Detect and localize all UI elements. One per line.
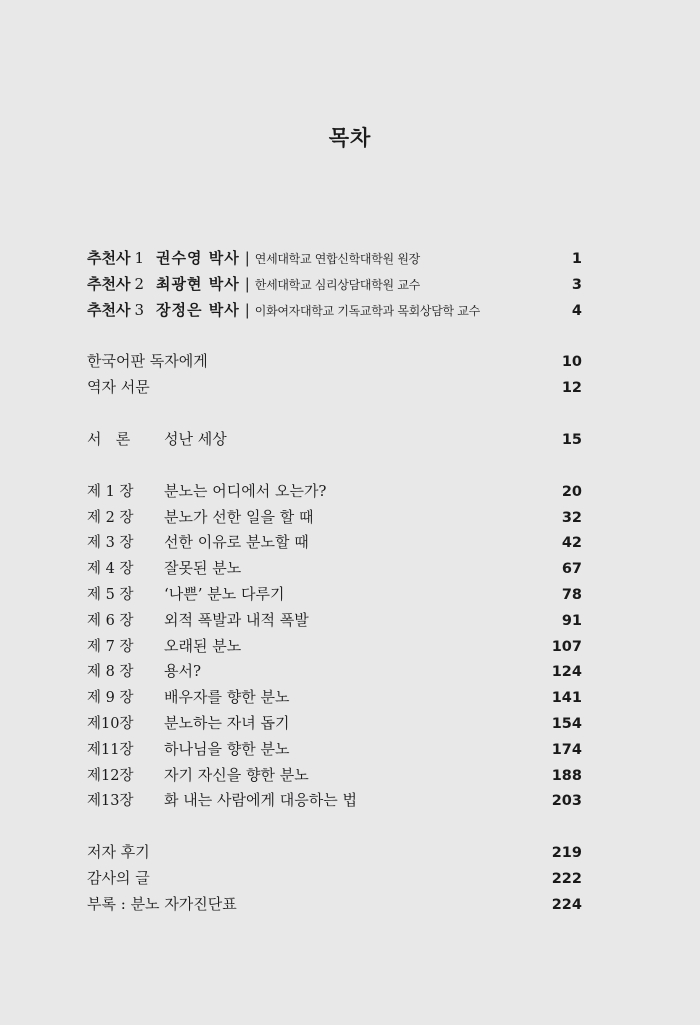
chapter-label: 제12장	[87, 767, 134, 784]
chapter-left	[87, 737, 289, 764]
page-number: 78	[561, 586, 582, 603]
page-number: 10	[561, 354, 582, 371]
page-number: 3	[571, 276, 582, 293]
recommendation-number: 3	[134, 300, 145, 319]
separator-bar: |	[244, 300, 250, 319]
recommender-affiliation: 이화여자대학교 기독교학과 목회상담학 교수	[254, 303, 480, 318]
page-number: 107	[551, 638, 582, 655]
section-gap	[87, 453, 582, 479]
toc-entry-introduction	[87, 427, 582, 453]
entry-title: 저자 후기	[87, 843, 150, 862]
chapter-list	[87, 479, 582, 814]
toc-entry-chapter	[87, 788, 582, 814]
page-number: 224	[551, 896, 582, 913]
entry-title: 화 내는 사람에게 대응하는 법	[164, 791, 357, 810]
chapter-label: 제10장	[87, 715, 134, 732]
toc-entry-chapter	[87, 479, 582, 505]
toc-entry-chapter	[87, 530, 582, 556]
entry-title: 감사의 글	[87, 868, 150, 887]
section-gap	[87, 401, 582, 427]
chapter-left	[87, 556, 241, 583]
recommender-name: 권수영 박사	[156, 249, 240, 267]
toc-entry-recommendation-3	[87, 298, 582, 324]
chapter-label: 제 3 장	[87, 535, 134, 552]
page-number: 1	[571, 251, 582, 267]
chapter-left	[87, 788, 357, 815]
recommendation-number: 2	[134, 274, 145, 293]
chapter-left	[87, 711, 289, 738]
toc-entry-chapter	[87, 685, 582, 711]
toc-entry-chapter	[87, 608, 582, 634]
chapter-left	[87, 608, 309, 635]
toc-entry-recommendation-1	[87, 246, 582, 272]
entry-title: 하나님을 향한 분노	[164, 739, 290, 758]
chapter-left	[87, 582, 285, 609]
toc-entry-chapter	[87, 659, 582, 685]
chapter-left	[87, 530, 309, 557]
separator-bar: |	[244, 249, 250, 267]
page-number: 42	[561, 535, 582, 552]
entry-title: 선한 이유로 분노할 때	[164, 533, 309, 552]
page-number: 154	[551, 715, 582, 732]
page-number: 174	[551, 741, 582, 758]
toc-entry-chapter	[87, 737, 582, 763]
chapter-label: 제 7 장	[87, 638, 134, 655]
recommender-affiliation: 한세대학교 심리상담대학원 교수	[254, 277, 420, 292]
section-gap	[87, 323, 582, 349]
entry-title: 한국어판 독자에게	[87, 352, 208, 371]
chapter-left	[87, 634, 241, 661]
chapter-label: 제 2 장	[87, 509, 134, 526]
chapter-left	[87, 763, 309, 790]
recommendation-label: 추천사	[87, 300, 131, 319]
toc-entry-chapter	[87, 634, 582, 660]
chapter-label: 제 1 장	[87, 483, 134, 500]
entry-title: 분노가 선한 일을 할 때	[164, 507, 314, 526]
chapter-label: 제11장	[87, 741, 134, 758]
chapter-label: 제 8 장	[87, 664, 134, 681]
toc-entry-front-matter	[87, 349, 582, 375]
toc-entry-chapter	[87, 582, 582, 608]
entry-title: 분노하는 자녀 돕기	[164, 713, 290, 732]
toc-entry-back-matter	[87, 840, 582, 866]
entry-title: 분노는 어디에서 오는가?	[164, 481, 327, 500]
toc-list	[87, 246, 582, 918]
entry-title: 오래된 분노	[164, 636, 242, 655]
toc-entry-chapter	[87, 505, 582, 531]
chapter-left	[87, 479, 326, 506]
entry-title: 외적 폭발과 내적 폭발	[164, 610, 309, 629]
toc-entry-chapter	[87, 556, 582, 582]
toc-entry-recommendation-2	[87, 272, 582, 298]
entry-title: 용서?	[164, 662, 202, 681]
page-number: 15	[561, 431, 582, 448]
recommender-affiliation: 연세대학교 연합신학대학원 원장	[254, 252, 420, 266]
page-number: 4	[571, 302, 582, 319]
page-number: 222	[551, 870, 582, 887]
recommender-name: 최광현 박사	[156, 274, 240, 293]
page-number: 20	[561, 483, 582, 500]
chapter-label: 제 4 장	[87, 561, 134, 578]
page-number: 203	[551, 793, 582, 810]
toc-entry-chapter	[87, 763, 582, 789]
recommendation-label: 추천사	[87, 274, 131, 293]
page-number: 32	[561, 509, 582, 526]
entry-title: 성난 세상	[164, 429, 227, 448]
entry-title: 역자 서문	[87, 378, 150, 397]
recommendation-number: 1	[134, 249, 145, 267]
page-number: 188	[551, 767, 582, 784]
toc-entry-front-matter	[87, 375, 582, 401]
chapter-label: 제13장	[87, 793, 134, 810]
chapter-label: 제 6 장	[87, 612, 134, 629]
chapter-label: 제 5 장	[87, 586, 134, 603]
chapter-left	[87, 505, 313, 532]
page-number: 141	[551, 690, 582, 707]
toc-entry-chapter	[87, 711, 582, 737]
chapter-label: 제 9 장	[87, 690, 134, 707]
chapter-left	[87, 659, 201, 686]
entry-title: ‘나쁜’ 분노 다루기	[164, 584, 285, 603]
entry-title: 부록 : 분노 자가진단표	[87, 894, 237, 913]
page-number: 91	[561, 612, 582, 629]
page-number: 67	[561, 561, 582, 578]
recommendation-label: 추천사	[87, 249, 131, 267]
separator-bar: |	[244, 274, 250, 293]
page-title: 목차	[328, 126, 372, 150]
toc-entry-back-matter	[87, 892, 582, 918]
section-gap	[87, 814, 582, 840]
entry-title: 잘못된 분노	[164, 559, 242, 578]
recommender-name: 장정은 박사	[156, 300, 240, 319]
chapter-label: 서 론	[87, 429, 131, 448]
chapter-left	[87, 685, 289, 712]
page-number: 124	[551, 664, 582, 681]
page-number: 219	[551, 845, 582, 862]
entry-title: 배우자를 향한 분노	[164, 688, 290, 707]
entry-title: 자기 자신을 향한 분노	[164, 765, 309, 784]
page-number: 12	[561, 380, 582, 397]
toc-entry-back-matter	[87, 866, 582, 892]
